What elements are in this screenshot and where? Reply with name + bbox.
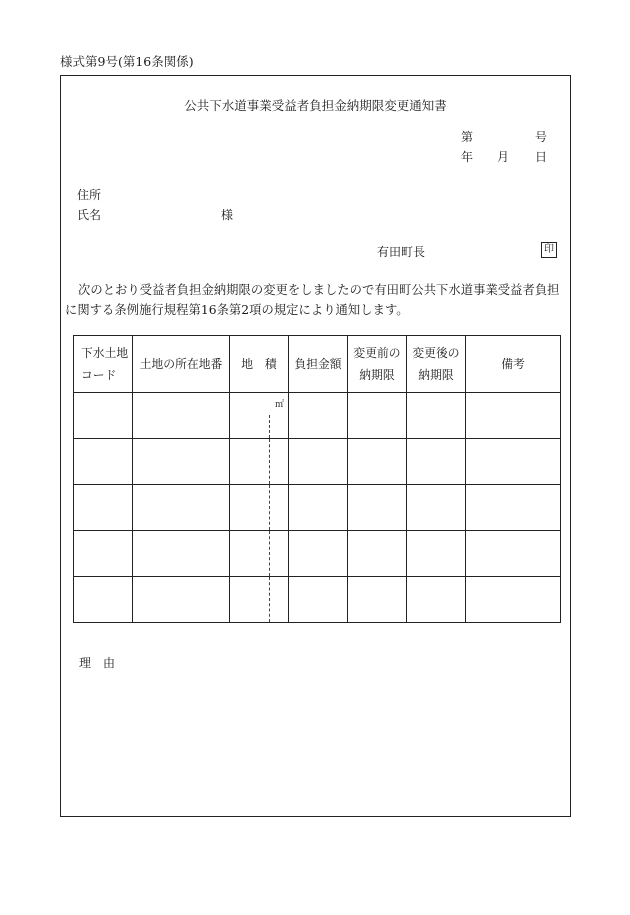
form-title: 公共下水道事業受益者負担金納期限変更通知書: [184, 98, 447, 113]
cell-before-deadline: [348, 577, 407, 623]
issuer-name: 有田町長: [377, 245, 426, 259]
cell-remarks: [466, 393, 561, 439]
cell-charge-amount: [289, 485, 348, 531]
cell-land-code: [74, 485, 133, 531]
cell-location: [133, 485, 230, 531]
date-year-label: 年: [461, 150, 474, 164]
cell-after-deadline: [407, 485, 466, 531]
cell-before-deadline: [348, 393, 407, 439]
cell-charge-amount: [289, 577, 348, 623]
header-area: 地 積: [230, 336, 289, 393]
cell-location: [133, 531, 230, 577]
table-row: [74, 393, 561, 439]
table-row: [74, 485, 561, 531]
header-location: 土地の所在地番: [133, 336, 230, 393]
cell-remarks: [466, 485, 561, 531]
name-label: 氏名: [77, 208, 102, 222]
cell-land-code: [74, 393, 133, 439]
notice-body: 次のとおり受益者負担金納期限の変更をしましたので有田町公共下水道事業受益者負担に関する条例施行規程第16条第2項の規定により通知します。: [65, 283, 560, 317]
cell-location: [133, 439, 230, 485]
cell-area: [230, 439, 289, 485]
cell-before-deadline: [348, 485, 407, 531]
decimal-divider: [269, 415, 270, 438]
cell-area: [230, 485, 289, 531]
reason-label: 理 由: [79, 656, 116, 670]
seal-mark: 印: [541, 242, 557, 258]
cell-remarks: [466, 577, 561, 623]
header-land-code-label: 下水土地コード: [81, 346, 129, 382]
honorific: 様: [221, 208, 234, 222]
cell-before-deadline: [348, 531, 407, 577]
cell-area: [230, 531, 289, 577]
number-prefix: 第: [461, 130, 474, 144]
header-after-deadline-label: 変更後の納期限: [412, 346, 460, 382]
header-before-deadline-label: 変更前の納期限: [353, 346, 401, 382]
date-day-label: 日: [535, 150, 548, 164]
header-after-deadline: [407, 336, 466, 393]
decimal-divider: [269, 531, 270, 576]
land-table: [73, 335, 561, 623]
table-header-row: [74, 336, 561, 393]
cell-location: [133, 393, 230, 439]
number-suffix: 号: [535, 130, 548, 144]
cell-land-code: [74, 439, 133, 485]
decimal-divider: [269, 439, 270, 484]
header-remarks: 備考: [466, 336, 561, 393]
cell-charge-amount: [289, 531, 348, 577]
cell-before-deadline: [348, 439, 407, 485]
cell-charge-amount: [289, 393, 348, 439]
table-row: [74, 577, 561, 623]
header-before-deadline: [348, 336, 407, 393]
cell-charge-amount: [289, 439, 348, 485]
header-land-code: [74, 336, 133, 393]
decimal-divider: [269, 485, 270, 530]
cell-remarks: [466, 531, 561, 577]
table-row: [74, 531, 561, 577]
cell-area: [230, 577, 289, 623]
cell-area: [230, 393, 289, 439]
table-row: [74, 439, 561, 485]
cell-land-code: [74, 577, 133, 623]
decimal-divider: [269, 577, 270, 622]
cell-land-code: [74, 531, 133, 577]
date-month-label: 月: [497, 150, 510, 164]
cell-location: [133, 577, 230, 623]
form-id: 様式第9号(第16条関係): [60, 54, 194, 69]
cell-after-deadline: [407, 531, 466, 577]
header-charge-amount: 負担金額: [289, 336, 348, 393]
area-unit: ㎡: [274, 400, 284, 410]
cell-remarks: [466, 439, 561, 485]
cell-after-deadline: [407, 439, 466, 485]
address-label: 住所: [77, 188, 102, 202]
notice-form: [60, 75, 571, 817]
cell-after-deadline: [407, 393, 466, 439]
cell-after-deadline: [407, 577, 466, 623]
